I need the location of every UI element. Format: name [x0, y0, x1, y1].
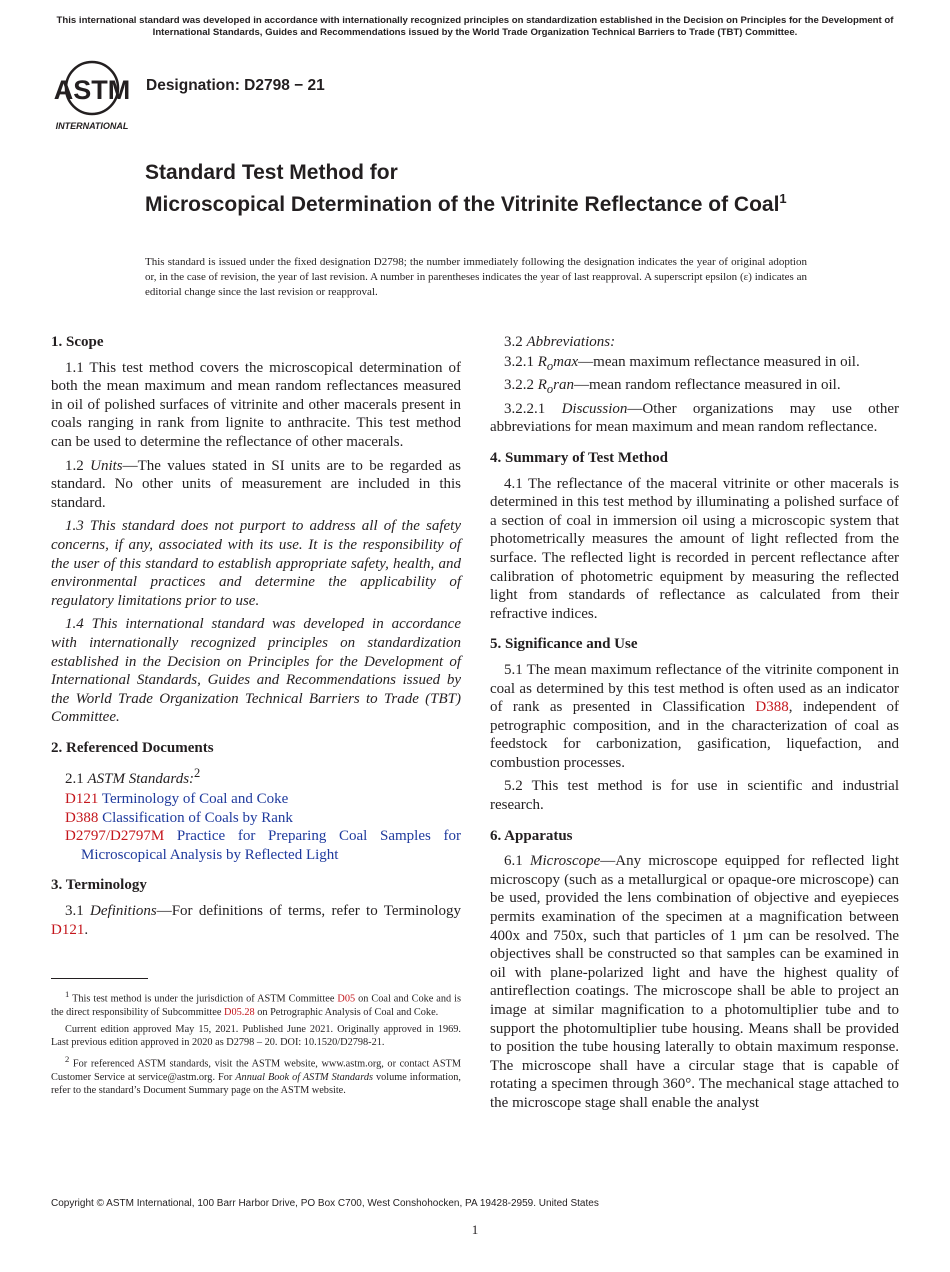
title-footnote-mark: 1: [779, 191, 787, 206]
issue-note: This standard is issued under the fixed designation D2798; the number immediately following the designation indicates the year of original adoption or, in the case of revision, the year of last revision. A number in parentheses indicates the year of last reapproval. A superscript epsilon (ε) indicates an editorial change since the last revision or reapproval.: [145, 256, 807, 298]
ref-title-link: Terminology of Coal and Coke: [101, 791, 289, 808]
paragraph-3-1: 3.1 Definitions—For definitions of terms, refer to Terminology D121.: [51, 903, 461, 938]
astm-logo: [52, 57, 134, 133]
section-heading-scope: 1. Scope: [51, 334, 104, 350]
title-line-2: Microscopical Determination of the Vitrinite Reflectance of Coal$^1$: [145, 191, 787, 216]
astm-logo-icon: [52, 57, 134, 133]
ref-d388[interactable]: [51, 809, 461, 828]
footnote-2: $^2$ For referenced ASTM standards, visit the ASTM website, www.astm.org, or contact ASTM Customer Service at service@astm.org. For Annual Book of ASTM Standards volume information, refer to the standard’s Document Summary page on the ASTM website.: [51, 1054, 461, 1097]
paragraph-1-2: 1.2 Units—The values stated in SI units are to be regarded as standard. No other units of measurement are included in this standard.: [51, 457, 462, 511]
copyright: Copyright © ASTM International, 100 Barr Harbor Drive, PO Box C700, West Conshohocken, PA 19428-2959. United States: [51, 1198, 599, 1209]
right-column: [490, 333, 899, 1118]
section-heading-terminology: 3. Terminology: [51, 877, 147, 894]
document-title: [145, 160, 845, 218]
paragraph-2-1: 2.1 ASTM Standards:$^2$: [65, 766, 201, 788]
paragraph-4-1: 4.1 The reflectance of the maceral vitrinite or other macerals is determined in this test method by illuminating a polished surface of a section of coal in immersion oil using a microscopic system that photometrically measures the amount of light reflected from the surface. The reflected light is recorded in percent reflectance after calibration of photometric equipment by measuring the reflected light from standards of reflectance as calculated from their refractive indices.: [490, 475, 899, 622]
paragraph-6-1: 6.1 Microscope—Any microscope equipped for reflected light microscopy (such as a metallurgical or opaque-ore microscope) can be used, provided the lens combination of objective and eyepieces permits examination of the specimen at a magnification between 400x and 750x, such that particles of 1 µm can be resolved. The objectives shall be constructed so that samples can be examined in oil with plane-polarized light and have the highest quality of antireflection coatings. The microscope shall be able to project an image at similar magnification to a photomultiplier tube and to support the photomultiplier tube housing. Means shall be provided to position the tube housing laterally to obtain maximum response. The microscope shall have a circular stage that is capable of rotating a specimen through 360°. The mechanical stage attached to the microscope stage shall enable the analyst: [490, 853, 900, 1111]
link-d121[interactable]: D121: [51, 921, 85, 938]
paragraph-1-3: 1.3 This standard does not purport to address all of the safety concerns, if any, associated with its use. It is the responsibility of the user of this standard to establish appropriate safety, health, and environmental practices and determine the applicability of regulatory limitations prior to use.: [51, 518, 461, 609]
paragraph-3-2: 3.2 Abbreviations:: [504, 334, 616, 350]
paragraph-3-2-2: 3.2.2 $R_oran—mean$ random reflectance measured in oil.: [504, 377, 841, 397]
ref-d2797[interactable]: [51, 827, 461, 864]
paragraph-1-4: 1.4 This international standard was developed in accordance with internationally recognized principles on standardization established in the Decision on Principles for the Development of International Standards, Guides and Recommendations issued by the World Trade Organization Technical Barriers to Trade (TBT) Committee.: [51, 616, 461, 726]
link-d05-28[interactable]: D05.28: [224, 1006, 255, 1018]
ref-code-link: D121: [65, 791, 99, 808]
paragraph-3-2-1: 3.2.1 $R_o\max—mean$ maximum reflectance measured in oil.: [504, 353, 860, 373]
ref-d121[interactable]: [51, 790, 461, 809]
section-heading-apparatus: 6. Apparatus: [490, 827, 573, 844]
link-d05[interactable]: D05: [337, 993, 356, 1005]
ref-code-link: D2797/D2797M: [65, 828, 165, 845]
paragraph-3-2-2-1: 3.2.2.1 Discussion—Other organizations may use other abbreviations for mean maximum and mean random reflectance.: [490, 400, 899, 436]
link-d388[interactable]: D388: [755, 699, 789, 716]
footnotes: [51, 988, 461, 1101]
title-line-1: Standard Test Method for: [145, 161, 398, 184]
logo-letters: ASTM: [53, 75, 131, 105]
designation: Designation: D2798 − 21: [146, 77, 325, 94]
page-number: 1: [471, 1222, 479, 1237]
section-heading-summary: 4. Summary of Test Method: [490, 449, 668, 466]
footnote-1-current-edition: Current edition approved May 15, 2021. Published June 2021. Originally approved in 1969. Last previous edition approved in 2020 as D2798 – 20. DOI: 10.1520/D2798-21.: [51, 1023, 461, 1049]
paragraph-1-1: 1.1 This test method covers the microscopical determination of both the mean maximum and mean random reflectances measured in oil of polished surfaces of vitrinite and other macerals present in coals ranging in rank from lignite to anthracite. This test method can be used to determine the reflectance of other macerals.: [51, 359, 461, 450]
top-note: This international standard was developed in accordance with internationally recognized principles on standardization established in the Decision on Principles for the Development of International Standards, Guides and Recommendations issued by the World Trade Organization Technical Barriers to Trade (TBT) Committee.: [56, 15, 894, 38]
left-column: [51, 333, 461, 944]
footnote-divider: [51, 978, 148, 979]
paragraph-5-1: 5.1 The mean maximum reflectance of the vitrinite component in coal as determined by this test method is often used as an indicator of rank as presented in Classification D388, independent of petrographic composition, and in the characterization of coal as feedstock for carbonization, gasification, liquefaction, and combustion processes.: [490, 661, 899, 771]
ref-title-link: Practice for Preparing Coal Samples for Microscopical Analysis by Reflected Light: [81, 828, 462, 863]
paragraph-5-2: 5.2 This test method is for use in scientific and industrial research.: [490, 778, 899, 814]
section-heading-referenced-documents: 2. Referenced Documents: [51, 739, 214, 756]
logo-wordmark: INTERNATIONAL: [55, 121, 129, 131]
ref-code-link: D388: [65, 809, 99, 826]
section-heading-significance: 5. Significance and Use: [490, 636, 638, 653]
ref-title-link: Classification of Coals by Rank: [102, 809, 293, 826]
footnote-1: $^1$ This test method is under the jurisdiction of ASTM Committee D05 on Coal and Coke and is the direct responsibility of Subcommittee D05.28 on Petrographic Analysis of Coal and Coke.: [51, 989, 461, 1018]
